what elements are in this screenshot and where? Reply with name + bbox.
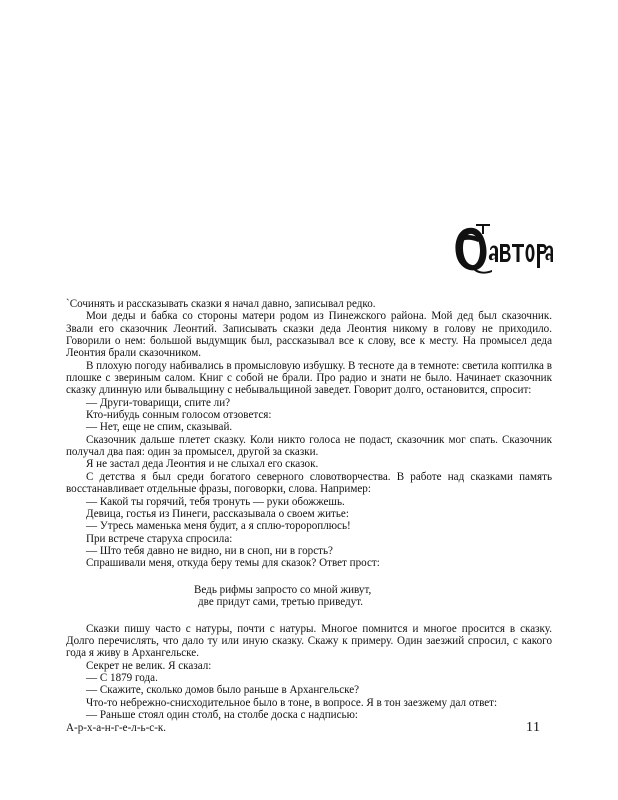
verse-quote: [66, 584, 552, 609]
paragraph: Сказочник дальше плетет сказку. Коли никто голоса не подаст, сказочник мог спать. Сказочник получал два пая: один за промысел, другой за сказки.: [66, 433, 552, 459]
dialog-line: — Други-товарищи, спите ли?: [86, 396, 231, 409]
dialog-line: — Скажите, сколько домов было раньше в Архангельске?: [86, 684, 360, 697]
spelled-word: А-р-х-а-н-г-е-л-ь-с-к.: [66, 721, 167, 734]
dialog-line: — Утресь маменька меня будит, а я сплю-торороплюсь!: [86, 520, 351, 533]
dialog-line: — Раньше стоял один столб, на столбе доска с надписью:: [86, 709, 358, 722]
paragraph: Кто-нибудь сонным голосом отзовется:: [86, 409, 272, 422]
paragraph: Спрашивали меня, откуда беру темы для сказок? Ответ прост:: [86, 557, 380, 570]
verse-line-1: Ведь рифмы запросто со мной живут,: [194, 583, 372, 596]
paragraph: Сказки пишу часто с натуры, почти с натуры. Многое помнится и многое просится в сказку. Долго перечислять, что дало ту или иную сказку. Скажу к примеру. Один заезжий спросил, с какого года я живу в Архангельске.: [66, 622, 552, 660]
paragraph: Девица, гостья из Пинеги, рассказывала о своем житье:: [86, 507, 349, 520]
chapter-heading: [454, 220, 554, 276]
paragraph: Мои деды и бабка со стороны матери родом из Пинежского района. Мой дед был сказочник. Звали его сказочник Леонтий. Записывать сказки деда Леонтия никому в голову не приходило. Говорили о нем: большой выдумщик был, рассказывал все к слову, все к месту. На промысел деда Леонтия брали сказочником.: [66, 310, 552, 360]
paragraph: При встрече старуха спросила:: [86, 532, 233, 545]
paragraph: `Сочинять и рассказывать сказки я начал давно, записывал редко.: [66, 298, 376, 310]
dialog-line: — Што тебя давно не видно, ни в сноп, ни в горсть?: [86, 544, 333, 557]
paragraph: Что-то небрежно-снисходительное было в тоне, в вопросе. Я в тон заезжему дал ответ:: [86, 696, 498, 709]
dialog-line: — С 1879 года.: [86, 672, 158, 685]
ornamental-title-lettering: [454, 220, 554, 276]
paragraph: Секрет не велик. Я сказал:: [86, 659, 212, 672]
paragraph: С детства я был среди богатого северного словотворчества. В работе над сказками память восстанавливает отдельные фразы, поговорки, слова. Например:: [66, 470, 552, 496]
paragraph: В плохую погоду набивались в промысловую избушку. В тесноте да в темноте: светила коптилка в плошке с звериным салом. Книг с собой не брали. Про радио и знати не было. Начинает сказочник сказку длинную или бывальщину с небывальщиной заведет. Говорит долго, остановится, спросит:: [66, 359, 552, 397]
page-number: 11: [526, 720, 541, 735]
paragraph: Я не застал деда Леонтия и не слыхал его сказок.: [86, 458, 319, 471]
dialog-line: — Какой ты горячий, тебя тронуть — руки обожжешь.: [86, 495, 345, 508]
verse-line-2: две придут сами, третью приведут.: [198, 596, 364, 609]
dialog-line: — Нет, еще не спим, сказывай.: [86, 421, 233, 434]
article-body: [66, 298, 552, 734]
